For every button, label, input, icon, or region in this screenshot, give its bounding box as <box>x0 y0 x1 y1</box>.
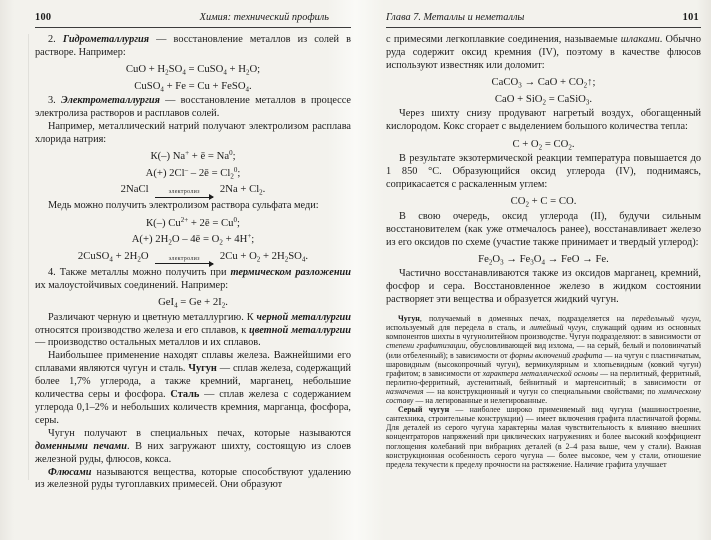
chemical-formula: А(+) $2H_2O$ – 4ē = $O_2 + 4H^+$; <box>131 232 255 247</box>
chemical-formula: К(–) $Cu^{2+}$ + 2ē = $Cu^0$; <box>146 215 240 229</box>
page-number-left: 100 <box>35 12 52 23</box>
page-left <box>35 0 351 540</box>
running-title: Химия: технический профиль <box>199 12 329 23</box>
page-right <box>386 0 701 540</box>
page-right-content <box>386 34 701 469</box>
chemical-formula: $GeI_4 = Ge + 2I_2$. <box>158 296 228 310</box>
page-left-header <box>35 11 351 28</box>
scan-artifact-line <box>28 34 29 480</box>
chemical-formula: CaO + SiO$_2$ = CaSiO$_3$. <box>494 92 593 107</box>
chemical-formula: $C + O_2 = CO_2$. <box>512 137 575 152</box>
paragraph: Через шихту снизу продувают нагретый воздух, обогащенный кислородом. Кокс сгорает с выделением большого количества тепла: <box>386 108 701 133</box>
chemical-formula: 2CuSO$_4$ + $2H_2O$ электролиз $2Cu + O_2 + 2H_2SO_4$. <box>77 249 309 264</box>
page-right-header <box>386 11 701 28</box>
chemical-formula: $CO_2 + C$ = CO. <box>510 195 577 209</box>
small-paragraph: Серый чугун — наиболее широко применяемый вид чугуна (машиностроение, сантехника, строительные конструкции) — имеет включения графита пластинчатой формы. Для деталей из серого чугуна характерны малая чувствительность к влиянию внешних концентраторов напряжений при циклических нагружениях и более высокий коэффициент поглощения колебаний при вибрациях деталей (в 2–4 раза выше, чем у стали). Важная конструкционная особенность серого чугуна — более высокое, чем у стали, отношение предела текучести к пределу прочности на растяжение. Наличие графита улучшает <box>386 405 701 469</box>
paragraph: Медь можно получить электролизом раствора сульфата меди: <box>48 200 319 212</box>
page-left-content <box>35 34 351 492</box>
paragraph: Например, металлический натрий получают электролизом расплава хлорида натрия: <box>35 121 351 146</box>
chemical-formula: К(–) Na+ + ē = $Na^0$; <box>150 149 236 163</box>
paragraph: 2. Гидрометаллургия — восстановление металлов из солей в растворе. Например: <box>35 34 351 58</box>
paragraph: В свою очередь, оксид углерода (II), будучи сильным восстановителем (как уже отмечалось ранее), восстанавливает железо из его оксидов по схеме (участие также принимает и твердый углерод): <box>386 210 701 248</box>
chemical-formula: $Fe_2O_3 \to Fe_3O_4$ → FeO → Fe. <box>478 252 609 267</box>
chemical-formula: CuO + $H_2SO_4$ = CuSO$_4$ + $H_2O$; <box>125 63 261 77</box>
paragraph: 3. Электрометаллургия — восстановление металлов в процессе электролиза растворов и расплавов солей. <box>35 95 351 120</box>
paragraph: В результате экзотермической реакции температура повышается до 1 850 °С. Образующийся оксид углерода (IV), поднимаясь, соприкасается с раскаленным углем: <box>386 153 701 190</box>
paragraph: с примесями легкоплавкие соединения, называемые шлаками. Обычно руда содержит оксид кремния (IV), поэтому в качестве флюсов используют известняк или доломит: <box>386 34 701 71</box>
electrolysis-arrow: электролиз <box>155 256 213 265</box>
paragraph: Наибольшее применение находят сплавы железа. Важнейшими его сплавами являются чугун и сталь. Чугун — сплав железа, содержащий более 1,7% углерода, а также кремний, марганец, небольшие количества серы и фосфора. Сталь — сплав железа с содержанием углерода 0,1–2% и небольших количеств кремния, марганца, фосфора, серы. <box>35 350 351 426</box>
electrolysis-arrow: электролиз <box>155 189 213 198</box>
chapter-title: Глава 7. Металлы и неметаллы <box>386 12 525 23</box>
chemical-formula: CaCO$_3$ → CaO + $CO_2↑$; <box>491 76 596 90</box>
chemical-formula: CuSO$_4$ + Fe = Cu + FeSO$_4$. <box>134 79 252 94</box>
small-paragraph: Чугун, получаемый в доменных печах, подразделяется на передельный чугун, используемый для передела в сталь, и литейный чугун, служащий одним из основных компонентов шихты в чугунолитейном производстве. Чугун подразделяют: в зависимости от степени графитизации, обусловливающей вид излома, — на серый, белый и половинчатый (или отбеленный); в зависимости от формы включений графита — на чугун с пластинчатым, шаровидным (высокопрочный чугун), вермикулярным и хлопьевидным (ковкий чугун) графитом; в зависимости от характера металлической основы — на перлитный, ферритный, перлитно-ферритный, аустенитный, бейнитный и мартенситный; в зависимости от назначения — на конструкционный и чугун со специальными свойствами; по химическому составу — на легированные и нелегированные. <box>386 314 701 406</box>
paragraph: Флюсами называются вещества, которые способствуют удалению из железной руды тугоплавких примесей. Они образуют <box>35 466 351 491</box>
paragraph: Частично восстанавливаются также из оксидов марганец, кремний, фосфор и сера. Восстановленное железо в жидком состоянии растворяет эти вещества и образуется жидкий чугун. <box>386 268 701 306</box>
chemical-formula: А(+) 2Cl– – 2ē = $Cl_2^0$; <box>145 165 241 181</box>
paragraph: 4. Также металлы можно получить при термическом разложении их малоустойчивых соединений. Например: <box>35 266 351 291</box>
page-number-right: 101 <box>682 12 699 23</box>
chemical-formula: 2NaCl электролиз $2Na + Cl_2$. <box>120 183 266 197</box>
paragraph: Различают черную и цветную металлургию. К черной металлургии относятся производство железа и его сплавов, к цветной металлургии — производство остальных металлов и их сплавов. <box>35 311 351 349</box>
paragraph: Чугун получают в специальных печах, которые называются доменными печами. В них загружают шихту, состоящую из слоев железной руды, флюсов, кокса. <box>35 427 351 465</box>
